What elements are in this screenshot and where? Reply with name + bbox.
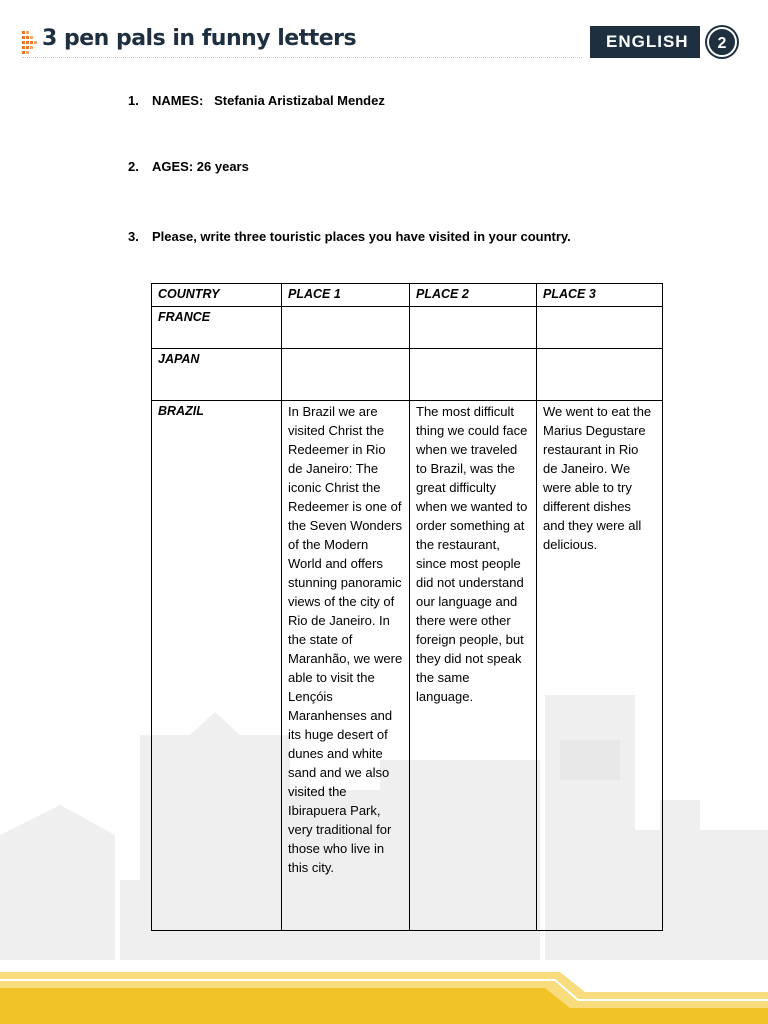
place-3-cell	[537, 307, 663, 349]
place-1-cell: In Brazil we are visited Christ the Redeemer in Rio de Janeiro: The iconic Christ the Redeemer is one of the Seven Wonders of the Modern World and offers stunning panoramic views of the city of Rio de Janeiro. In the state of Maranhão, we were able to visit the Lençóis Maranhenses and its huge desert of dunes and white sand and we also visited the Ibirapuera Park, very traditional for those who live in this city.	[282, 401, 410, 931]
table-row	[152, 307, 663, 349]
table-row	[152, 401, 663, 931]
question-text: Please, write three touristic places you have visited in your country.	[152, 229, 571, 244]
column-header-place-2: PLACE 2	[410, 284, 537, 307]
column-header-country: COUNTRY	[152, 284, 282, 307]
place-2-cell: The most difficult thing we could face when we traveled to Brazil, was the great difficulty when we wanted to order something at the restaurant, since most people did not understand our language and there were other foreign people, but they did not speak the same language.	[410, 401, 537, 931]
place-1-cell	[282, 349, 410, 401]
places-table	[151, 283, 663, 931]
column-header-place-3: PLACE 3	[537, 284, 663, 307]
pixel-logo-icon	[22, 31, 42, 55]
question-number: 1.	[128, 93, 139, 108]
question-names	[128, 93, 385, 108]
level-badge: 2	[707, 27, 737, 57]
question-text: NAMES: Stefania Aristizabal Mendez	[152, 93, 385, 108]
place-1-cell	[282, 307, 410, 349]
question-text: AGES: 26 years	[152, 159, 249, 174]
place-3-cell	[537, 349, 663, 401]
place-2-cell	[410, 307, 537, 349]
place-2-cell	[410, 349, 537, 401]
column-header-place-1: PLACE 1	[282, 284, 410, 307]
table-header-row	[152, 284, 663, 307]
footer-band	[0, 960, 768, 1024]
question-number: 3.	[128, 229, 139, 244]
country-cell: JAPAN	[152, 349, 282, 401]
header-divider	[22, 57, 582, 58]
place-3-cell: We went to eat the Marius Degustare restaurant in Rio de Janeiro. We were able to try different dishes and they were all delicious.	[537, 401, 663, 931]
question-places	[128, 229, 571, 244]
table-row	[152, 349, 663, 401]
question-number: 2.	[128, 159, 139, 174]
page-header	[0, 0, 768, 70]
country-cell: FRANCE	[152, 307, 282, 349]
question-ages	[128, 159, 249, 174]
course-badge: ENGLISH	[590, 26, 700, 58]
page-title: 3 pen pals in funny letters	[42, 26, 357, 51]
country-cell: BRAZIL	[152, 401, 282, 931]
